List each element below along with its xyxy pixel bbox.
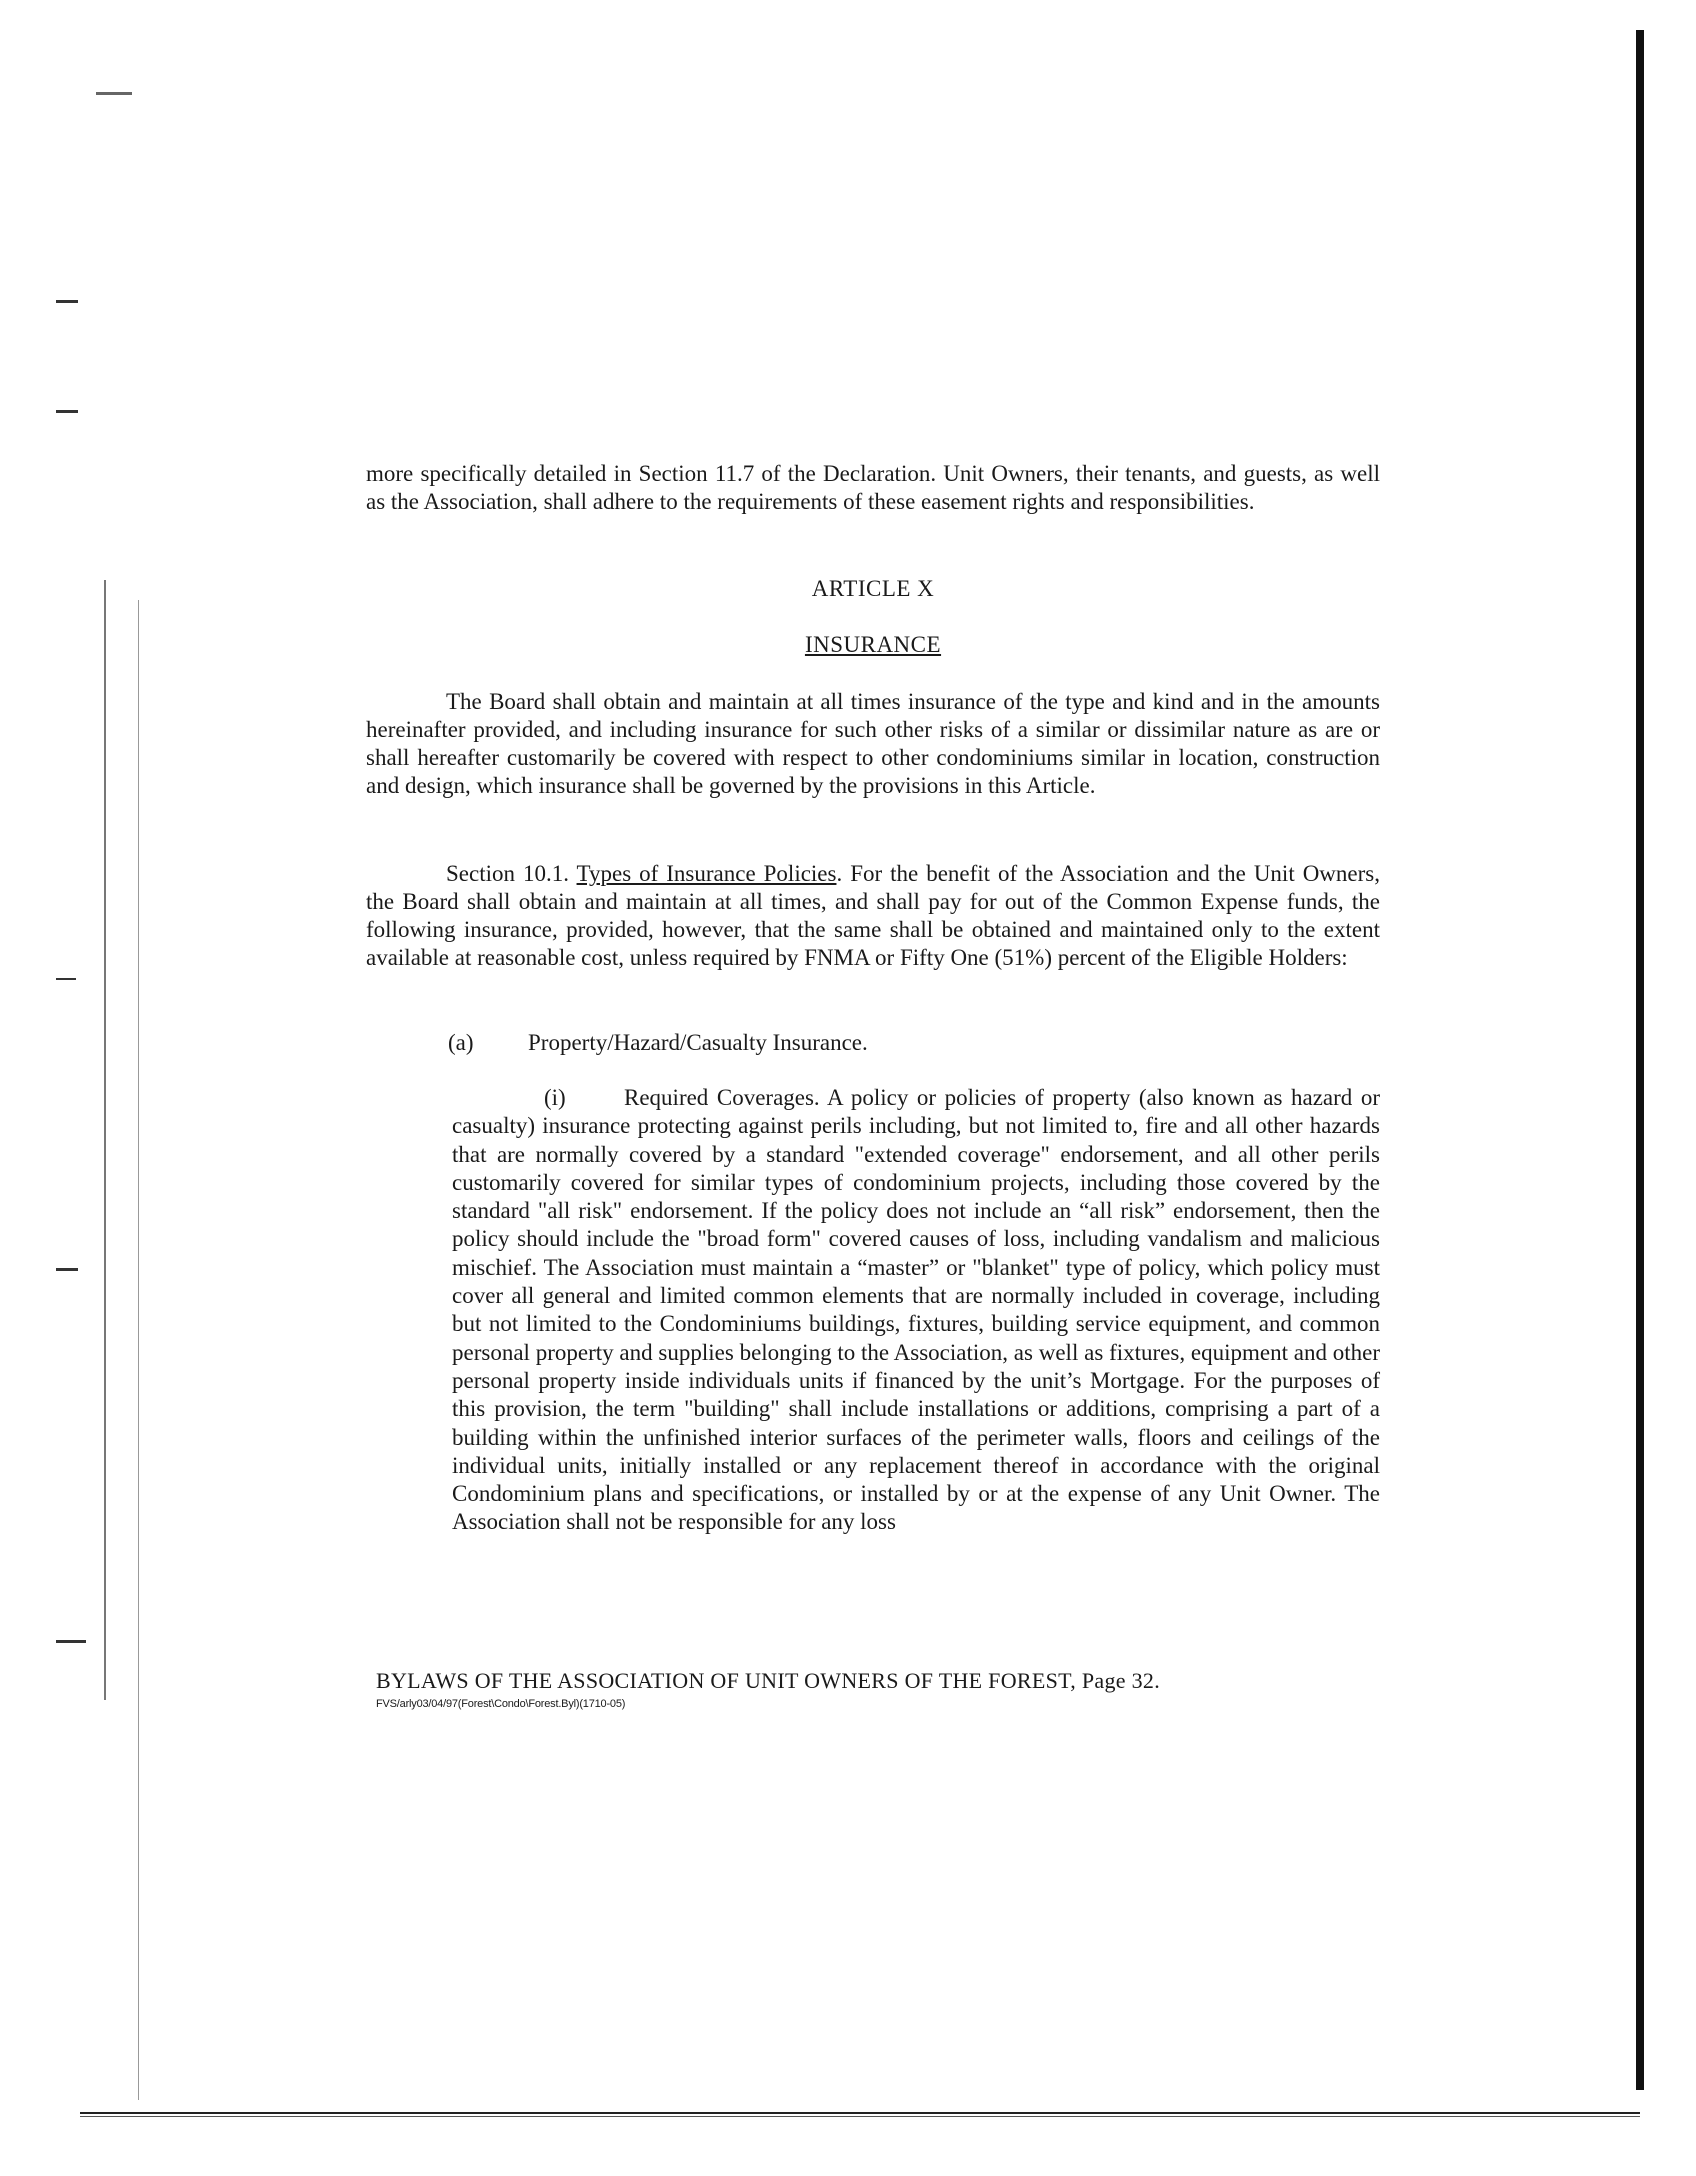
- section-number: Section 10.1.: [446, 861, 569, 886]
- article-title: [366, 632, 1380, 658]
- item-a: [448, 1030, 868, 1056]
- scan-speck: [56, 1268, 78, 1271]
- section-text: . For the benefit of the Association and the Unit Owners, the Board shall obtain and maintain at all times, and shall pay for out of the Common Expense funds, the following insurance, provided, however, that the same shall be obtained and maintained only to the extent available at reasonable cost, unless required by FNMA or Fifty One (51%) percent of the Eligible Holders:: [366, 861, 1380, 970]
- scan-speck: [56, 1640, 86, 1643]
- article-number: ARTICLE X: [811, 576, 935, 601]
- scan-speck: [96, 92, 132, 95]
- scan-speck: [56, 300, 78, 303]
- scan-edge-right: [1636, 30, 1644, 2090]
- article-title-text: INSURANCE: [804, 632, 942, 657]
- scan-speck: [56, 978, 76, 980]
- scan-left-margin-line-2: [138, 600, 139, 2100]
- footer-file-code: FVS/arly03/04/97(Forest\Condo\Forest.Byl)(1710-05): [376, 1698, 626, 1710]
- sub-item-i: [452, 1084, 1380, 1537]
- continued-paragraph: more specifically detailed in Section 11.7 of the Declaration. Unit Owners, their tenants, and guests, as well as the Association, shall adhere to the requirements of these easement rights and responsibilities.: [366, 461, 1380, 514]
- section-title: Types of Insurance Policies: [576, 861, 837, 886]
- item-a-marker: (a): [448, 1030, 474, 1055]
- scan-left-margin-line: [104, 580, 106, 1700]
- scan-edge-bottom: [80, 2112, 1640, 2114]
- footer-title: BYLAWS OF THE ASSOCIATION OF UNIT OWNERS OF THE FOREST, Page 32.: [376, 1668, 1161, 1693]
- intro-paragraph: The Board shall obtain and maintain at all times insurance of the type and kind and in the amounts hereinafter provided, and including insurance for such other risks of a similar or dissimilar nature as are or shall hereafter customarily be covered with respect to other condominiums similar in location, construction and design, which insurance shall be governed by the provisions in this Article.: [366, 689, 1380, 798]
- sub-item-i-text: Required Coverages. A policy or policies of property (also known as hazard or casualty) insurance protecting against perils including, but not limited to, fire and all other hazards that are normally covered by a standard "extended coverage" endorsement, and all other perils customarily covered for similar types of condominium projects, including those covered by the standard "all risk" endorsement. If the policy does not include an “all risk” endorsement, then the policy should include the "broad form" covered causes of loss, including vandalism and malicious mischief. The Association must maintain a “master” or "blanket" type of policy, which policy must cover all general and limited common elements that are normally included in coverage, including but not limited to the Condominiums buildings, fixtures, building service equipment, and common personal property and supplies belonging to the Association, as well as fixtures, equipment and other personal property inside individuals units if financed by the unit’s Mortgage. For the purposes of this provision, the term "building" shall include installations or additions, comprising a part of a building within the unfinished interior surfaces of the perimeter walls, floors and ceilings of the individual units, initially installed or any replacement thereof in accordance with the original Condominium plans and specifications, or installed by or at the expense of any Unit Owner. The Association shall not be responsible for any loss: [452, 1085, 1380, 1535]
- scan-speck: [56, 410, 78, 413]
- item-a-label: Property/Hazard/Casualty Insurance.: [528, 1030, 868, 1055]
- sub-item-i-marker: (i): [544, 1085, 566, 1110]
- section-10-1-paragraph: [366, 860, 1380, 972]
- scan-edge-bottom-secondary: [80, 2116, 1640, 2117]
